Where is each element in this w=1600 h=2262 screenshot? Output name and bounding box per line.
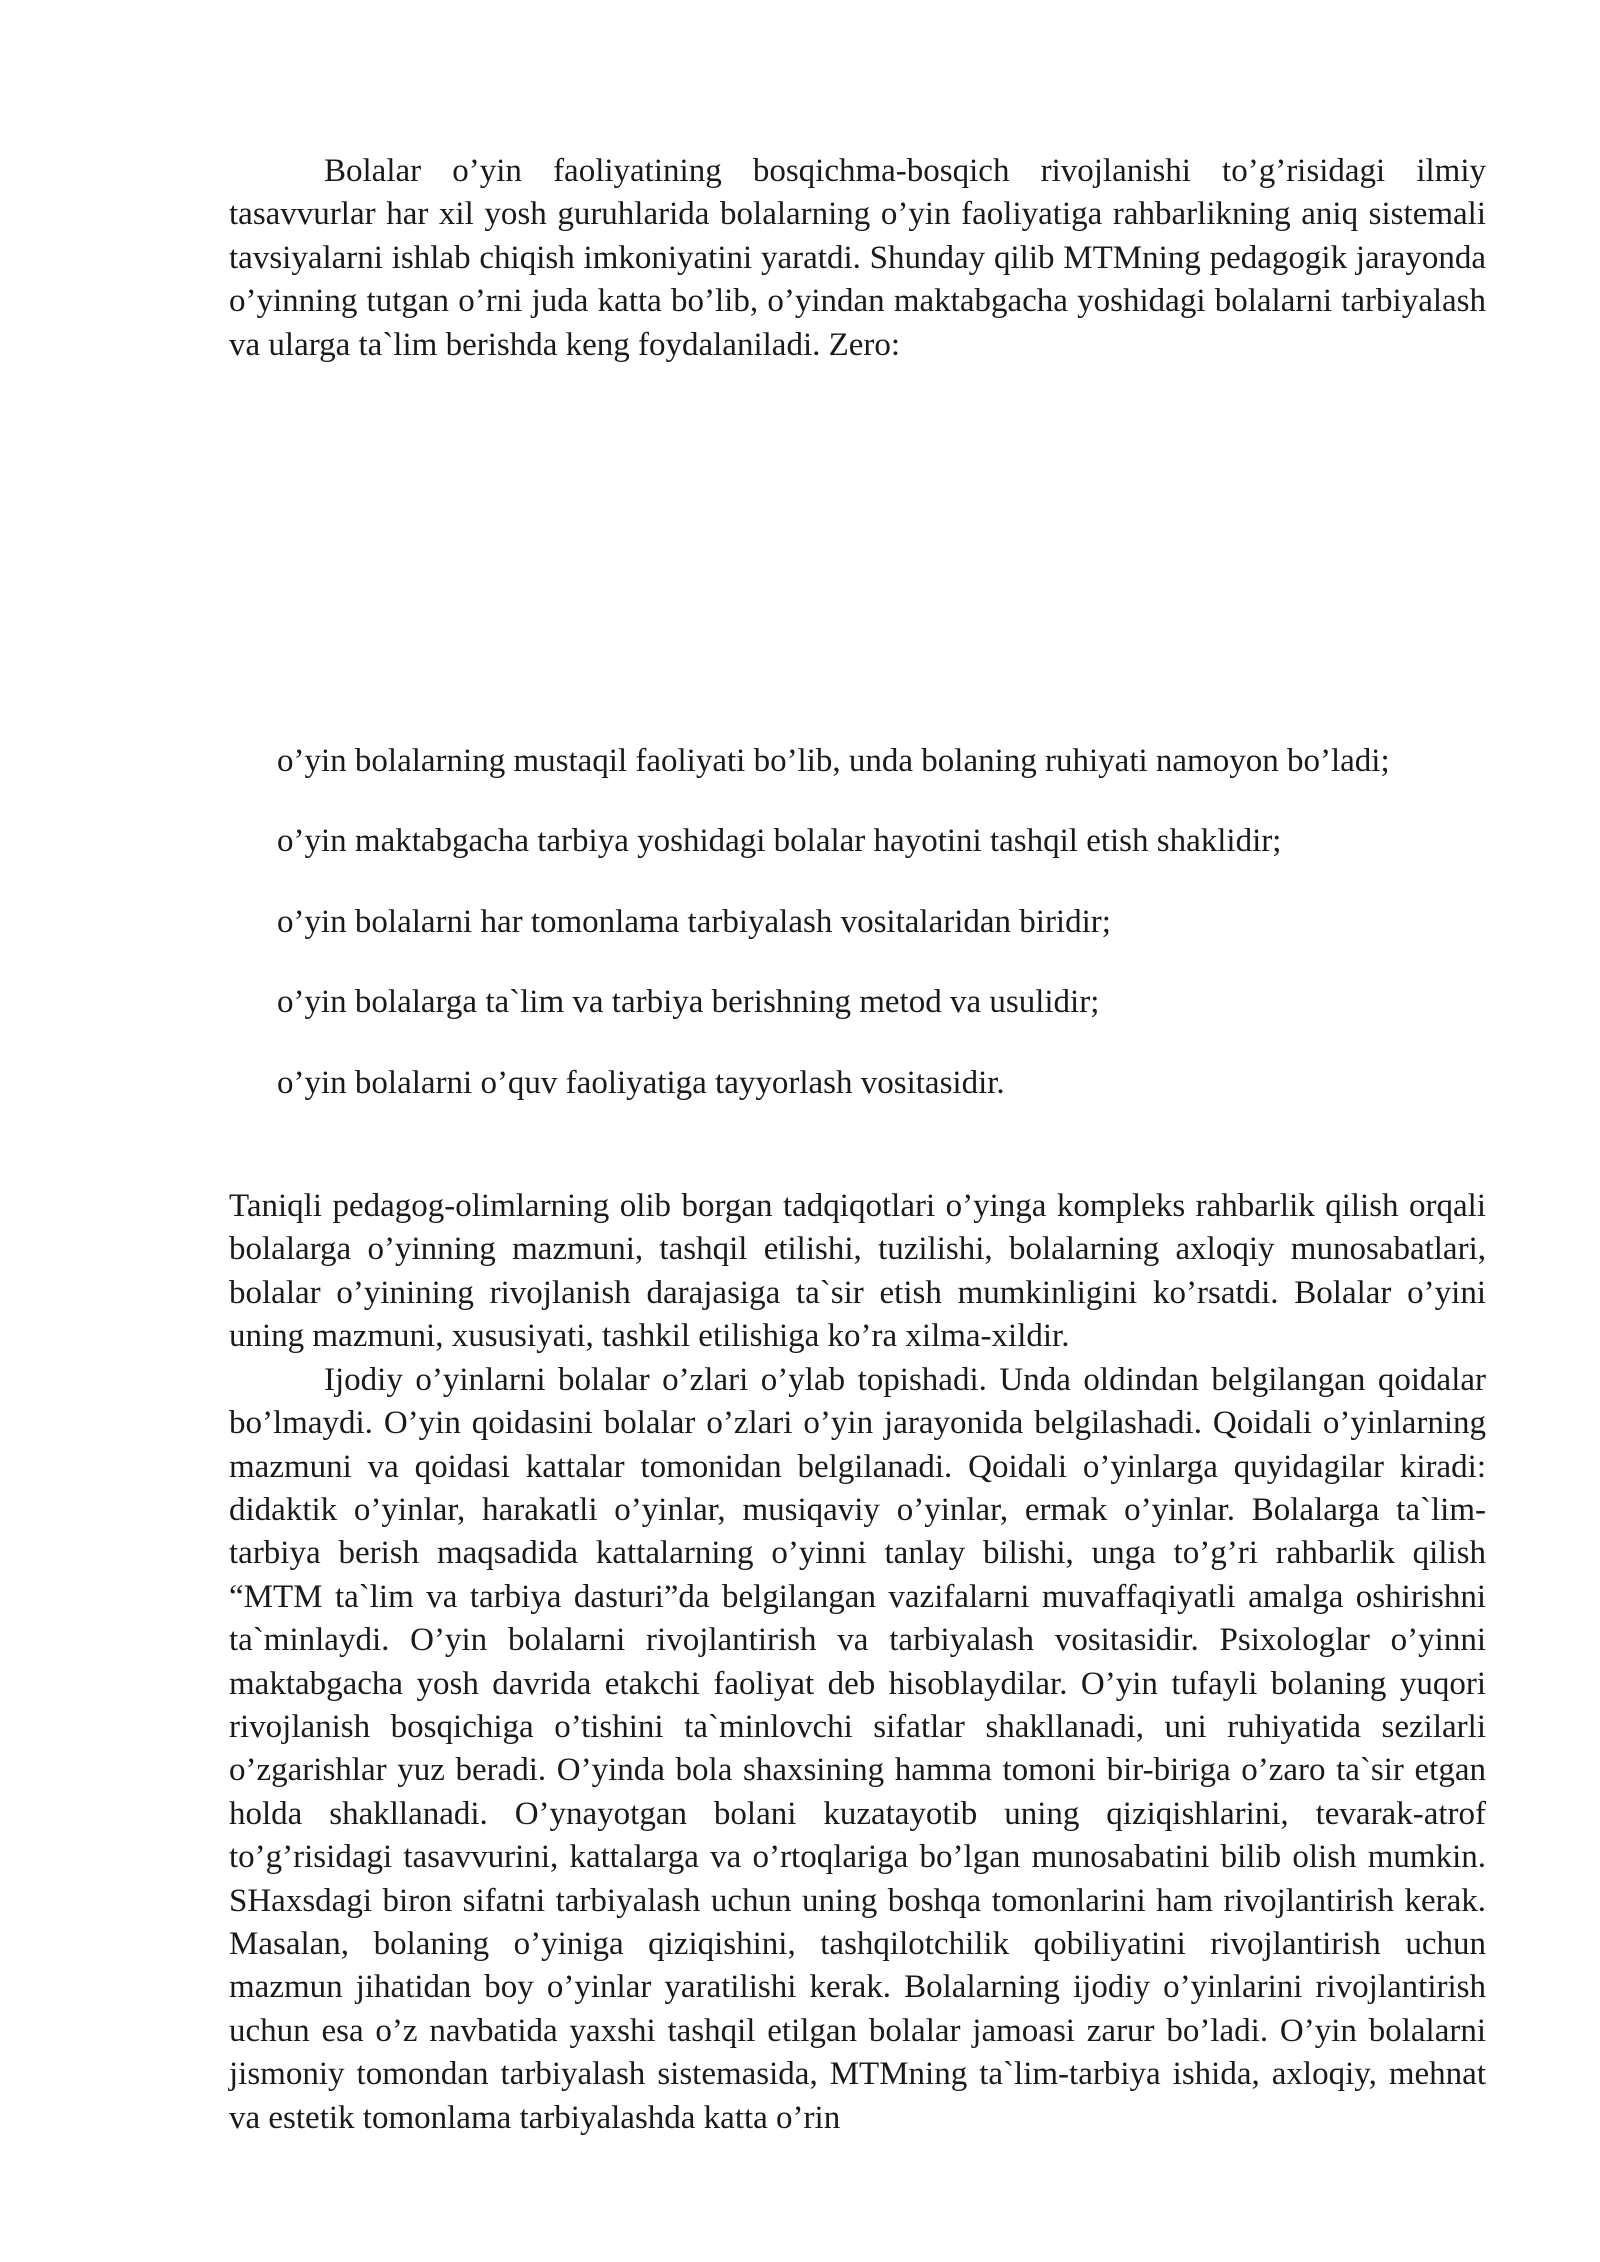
closing-section (229, 1185, 1486, 2140)
paragraph-research: Taniqli pedagog-olimlarning olib borgan tadqiqotlari o’yinga kompleks rahbarlik qilish orqali bolalarga o’yinning mazmuni, tashqil etilishi, tuzilishi, bolalarning axloqiy munosabatlari, bolalar o’yinining rivojlanish darajasiga ta`sir etish mumkinligini ko’rsatdi. Bolalar o’yini uning mazmuni, xususiyati, tashkil etilishiga ko’ra xilma-xildir. (229, 1188, 1486, 1355)
list-item: o’yin maktabgacha tarbiya yoshidagi bolalar hayotini tashqil etish shaklidir; (277, 823, 1282, 860)
intro-paragraph: Bolalar o’yin faoliyatining bosqichma-bosqich rivojlanishi to’g’risidagi ilmiy tasavvurlar har xil yosh guruhlarida bolalarning o’yin faoliyatiga rahbarlikning aniq sistemali tavsiyalarni ishlab chiqish imkoniyatini yaratdi. Shunday qilib MTMning pedagogik jarayonda o’yinning tutgan o’rni juda katta bo’lib, o’yindan maktabgacha yoshidagi bolalarni tarbiyalash va ularga ta`lim berishda keng foydalaniladi. Zero: (229, 153, 1486, 363)
list-item: o’yin bolalarni o’quv faoliyatiga tayyorlash vositasidir. (277, 1064, 1005, 1101)
list-item: o’yin bolalarni har tomonlama tarbiyalash vositalaridan biridir; (277, 903, 1111, 940)
list-item: o’yin bolalarning mustaqil faoliyati bo’lib, unda bolaning ruhiyati namoyon bo’ladi; (277, 743, 1390, 780)
bullet-list (229, 740, 1486, 1105)
document-page (229, 150, 1486, 2140)
paragraph-games: Ijodiy o’yinlarni bolalar o’zlari o’ylab topishadi. Unda oldindan belgilangan qoidalar bo’lmaydi. O’yin qoidasini bolalar o’zlari o’yin jarayonida belgilashadi. Qoidali o’yinlarning mazmuni va qoidasi kattalar tomonidan belgilanadi. Qoidali o’yinlarga quyidagilar kiradi: didaktik o’yinlar, harakatli o’yinlar, musiqaviy o’yinlar, ermak o’yinlar. Bolalarga ta`lim-tarbiya berish maqsadida kattalarning o’yinni tanlay bilishi, unga to’g’ri rahbarlik qilish “MTM ta`lim va tarbiya dasturi”da belgilangan vazifalarni muvaffaqiyatli amalga oshirishni ta`minlaydi. O’yin bolalarni rivojlantirish va tarbiyalash vositasidir. Psixologlar o’yinni maktabgacha yosh davrida etakchi faoliyat deb hisoblaydilar. O’yin tufayli bolaning yuqori rivojlanish bosqichiga o’tishini ta`minlovchi sifatlar shakllanadi, uni ruhiyatida sezilarli o’zgarishlar yuz beradi. O’yinda bola shaxsining hamma tomoni bir-biriga o’zaro ta`sir etgan holda shakllanadi. O’ynayotgan bolani kuzatayotib uning qiziqishlarini, tevarak-atrof to’g’risidagi tasavvurini, kattalarga va o’rtoqlariga bo’lgan munosabatini bilib olish mumkin. SHaxsdagi biron sifatni tarbiyalash uchun uning boshqa tomonlarini ham rivojlantirish kerak. Masalan, bolaning o’yiniga qiziqishini, tashqilotchilik qobiliyatini rivojlantirish uchun mazmun jihatidan boy o’yinlar yaratilishi kerak. Bolalarning ijodiy o’yinlarini rivojlantirish uchun esa o’z navbatida yaxshi tashqil etilgan bolalar jamoasi zarur bo’ladi. O’yin bolalarni jismoniy tomondan tarbiyalash sistemasida, MTMning ta`lim-tarbiya ishida, axloqiy, mehnat va estetik tomonlama tarbiyalashda katta o’rin (229, 1361, 1486, 2136)
list-item: o’yin bolalarga ta`lim va tarbiya berishning metod va usulidir; (277, 984, 1100, 1021)
